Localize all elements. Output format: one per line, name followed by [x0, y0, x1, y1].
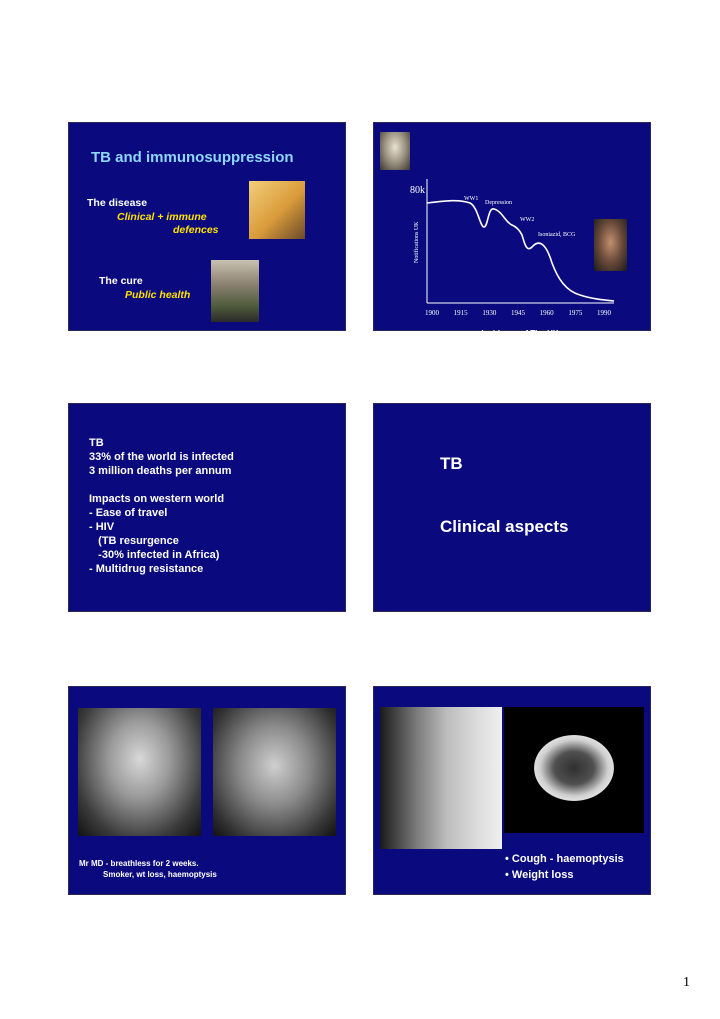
fact-line: Impacts on western world [89, 493, 225, 505]
page-number: 1 [683, 975, 690, 990]
annotation-ww1: WW1 [464, 196, 479, 202]
incidence-curve [427, 201, 614, 301]
annotation-ww2: WW2 [520, 217, 535, 223]
fact-line: - Ease of travel [89, 507, 168, 519]
slide-tb-immunosuppression [68, 122, 346, 331]
chest-xray-left [78, 708, 201, 836]
slide-symptoms [373, 686, 651, 895]
lung-xray [380, 707, 502, 849]
disease-sub1: Clinical + immune [117, 211, 207, 223]
x-tick-label: 1915 [453, 309, 468, 317]
slide-title: TB [440, 454, 463, 473]
disease-label: The disease [87, 197, 148, 209]
caption-line2: Smoker, wt loss, haemoptysis [103, 870, 217, 879]
y-max-label: 80k [410, 185, 425, 196]
x-tick-label: 1990 [597, 309, 611, 317]
slide-title: TB and immunosuppression [91, 149, 294, 166]
disease-sub2: defences [173, 224, 219, 236]
chest-xray-right [213, 708, 336, 836]
annotation-isoniazid: Isoniazid, BCG [538, 232, 576, 238]
bullet-weight-loss: • Weight loss [505, 869, 574, 881]
fact-line: TB [89, 437, 104, 449]
y-axis-label: Notifications UK [414, 221, 420, 263]
slide-incidence-chart [373, 122, 651, 338]
fact-line: (TB resurgence [89, 535, 179, 547]
clinical-photo [249, 181, 305, 239]
x-tick-label: 1930 [482, 309, 497, 317]
annotation-depression: Depression [485, 200, 512, 206]
chart-title: Incidence of Tb - UK [481, 329, 559, 338]
x-tick-label: 1975 [568, 309, 583, 317]
fact-line [89, 478, 234, 492]
bullet-cough: • Cough - haemoptysis [505, 853, 624, 865]
fact-line: -30% infected in Africa) [89, 549, 220, 561]
facts-list [89, 436, 234, 576]
caption-line1: Mr MD - breathless for 2 weeks. [79, 859, 199, 868]
fact-line: - HIV [89, 521, 115, 533]
fact-line: 33% of the world is infected [89, 451, 234, 463]
ct-scan [504, 707, 644, 833]
tb-incidence-chart [374, 123, 652, 338]
x-tick-label: 1900 [425, 309, 439, 317]
cure-sub: Public health [125, 289, 191, 301]
slide-subtitle: Clinical aspects [440, 517, 569, 536]
x-tick-label: 1960 [539, 309, 554, 317]
x-tick-label: 1945 [511, 309, 525, 317]
slide-tb-facts [68, 403, 346, 612]
cure-label: The cure [99, 275, 143, 287]
slide-clinical-aspects [373, 403, 651, 612]
fact-line: 3 million deaths per annum [89, 465, 232, 477]
public-health-photo [211, 260, 259, 322]
fact-line: - Multidrug resistance [89, 563, 204, 575]
slide-chest-xrays [68, 686, 346, 895]
